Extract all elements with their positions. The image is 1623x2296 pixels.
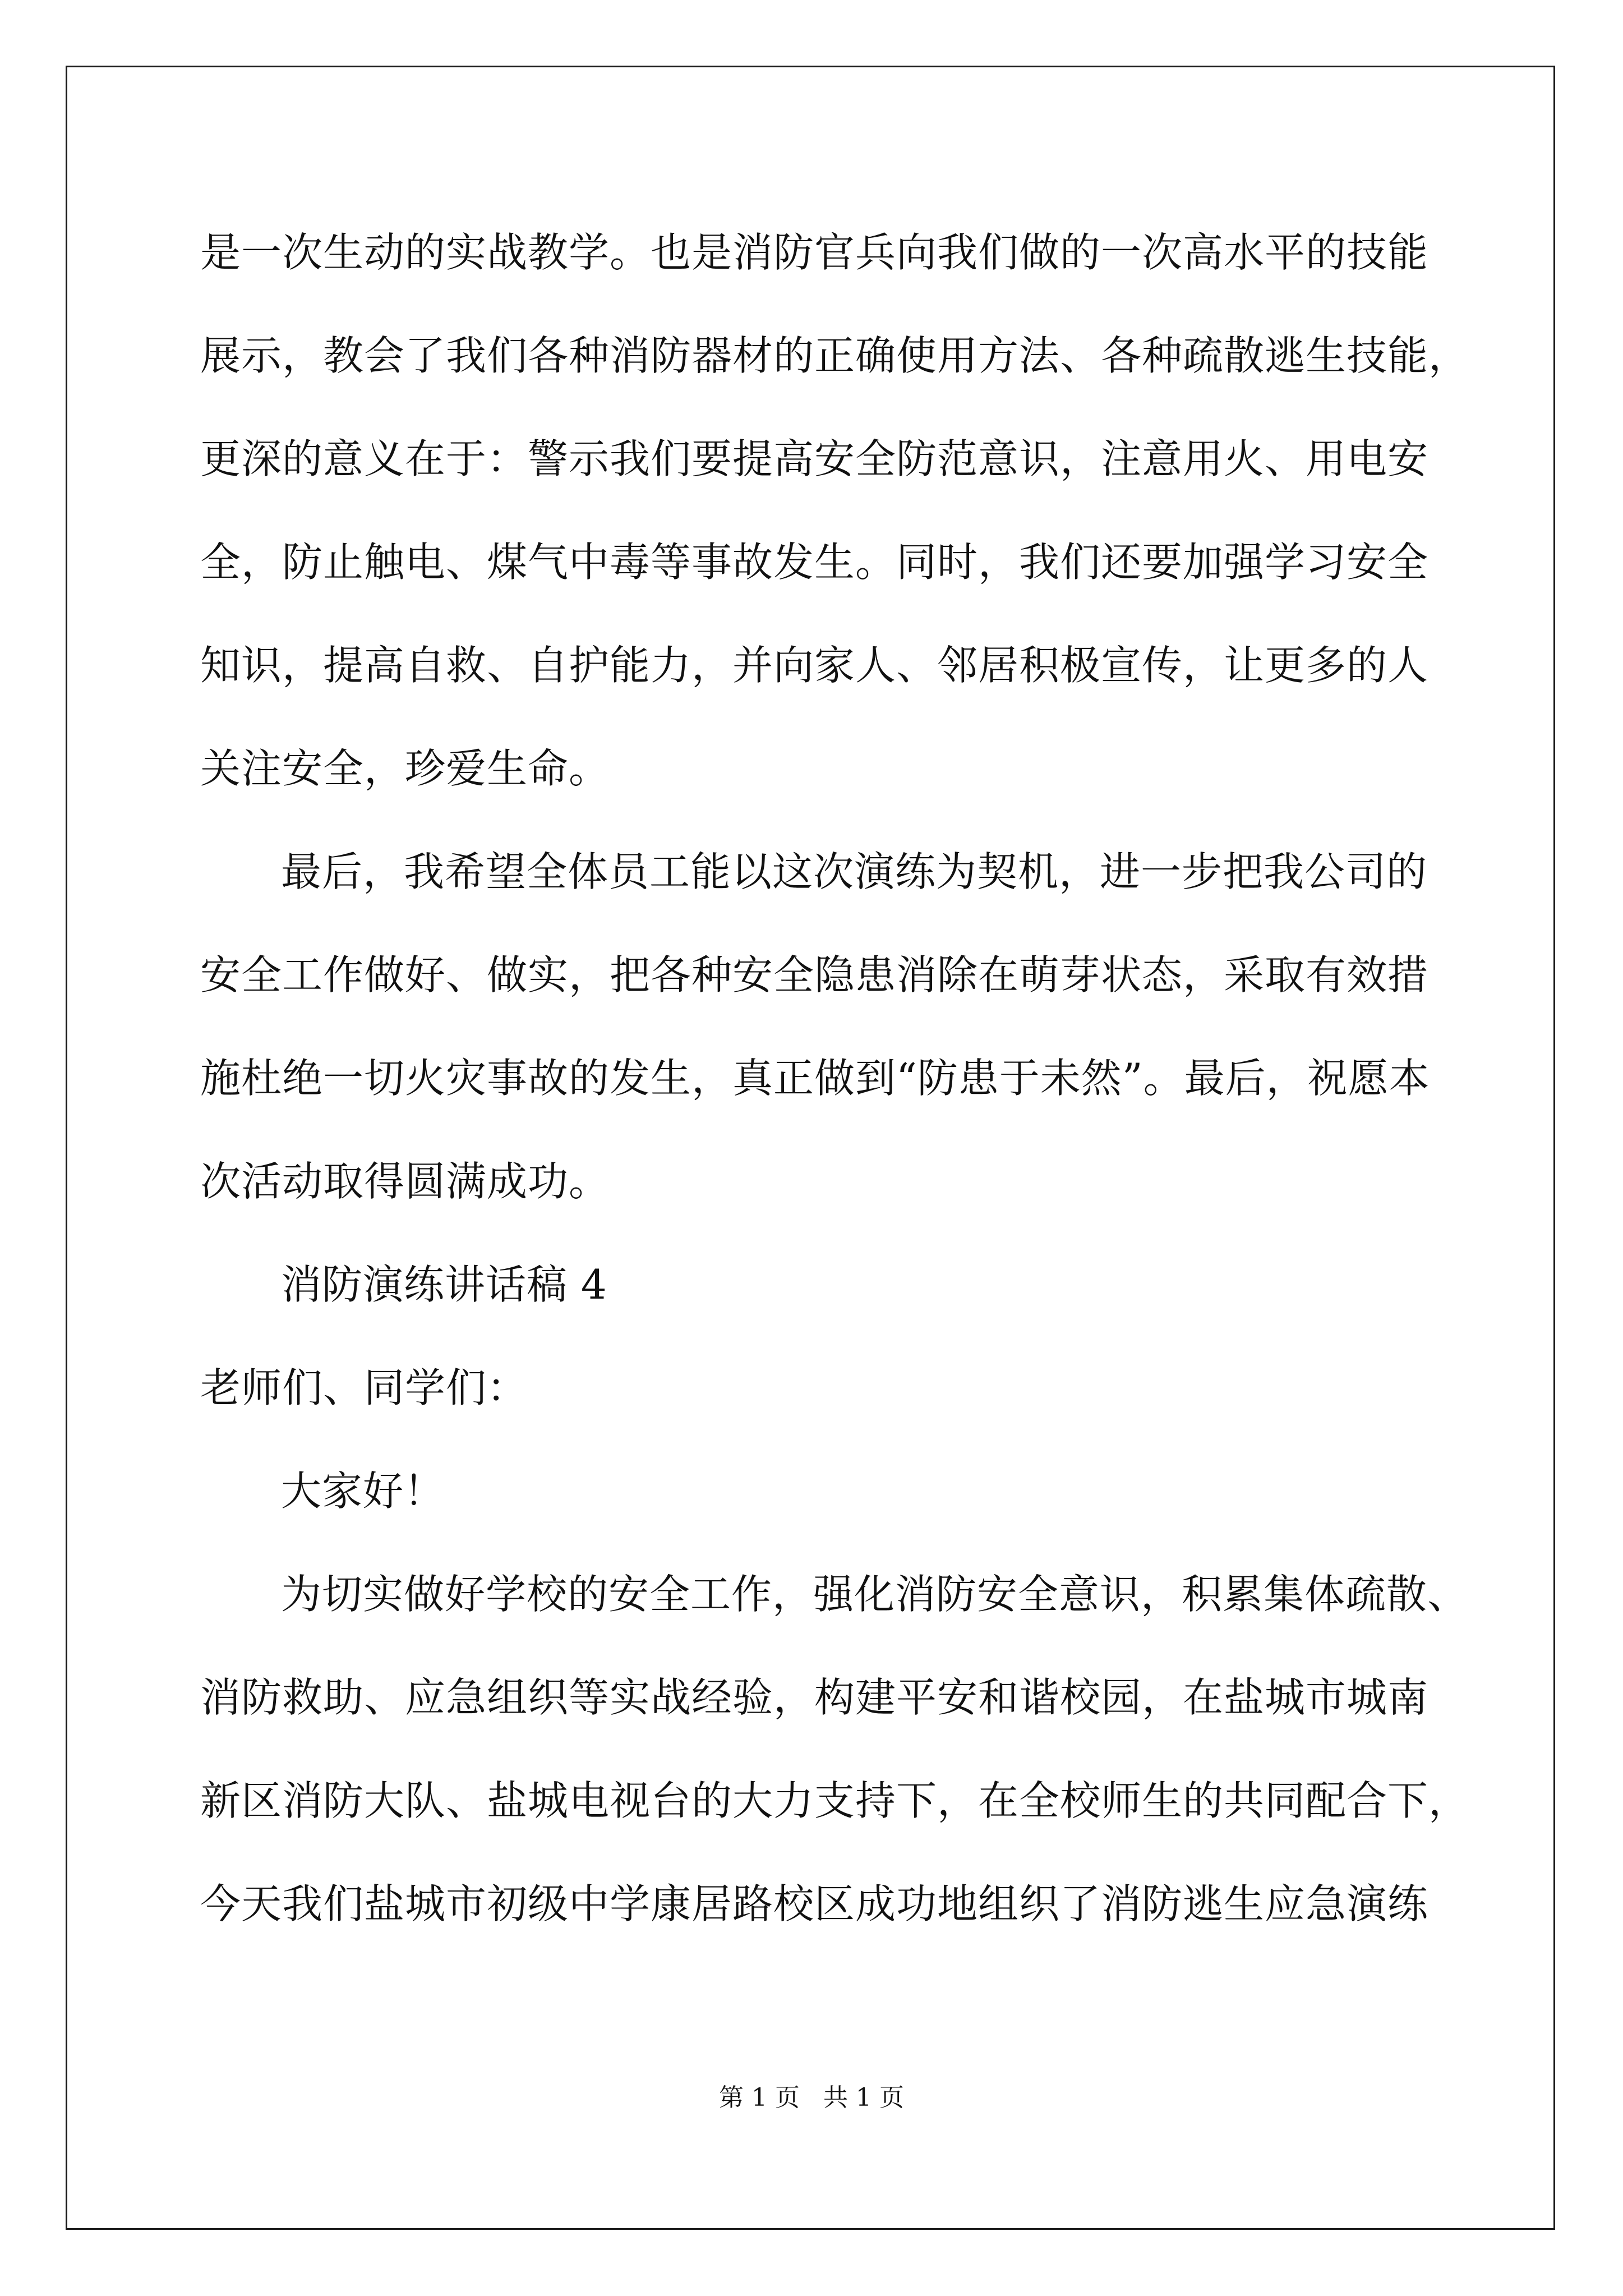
body-text-line: 最后，我希望全体员工能以这次演练为契机，进一步把我公司的: [281, 848, 1428, 895]
body-text-line: 关注安全，珍爱生命。: [200, 745, 610, 792]
body-text-line: 全，防止触电、煤气中毒等事故发生。同时，我们还要加强学习安全: [200, 539, 1429, 586]
body-text-line: 为切实做好学校的安全工作，强化消防安全意识，积累集体疏散、: [281, 1571, 1469, 1618]
salutation-text: 老师们、同学们：: [200, 1364, 528, 1411]
body-text-line: 是一次生动的实战教学。也是消防官兵向我们做的一次高水平的技能: [200, 229, 1429, 276]
body-text-line: 今天我们盐城市初级中学康居路校区成功地组织了消防逃生应急演练: [200, 1880, 1429, 1927]
body-text-line: 更深的意义在于：警示我们要提高安全防范意识，注意用火、用电安: [200, 435, 1429, 482]
section-heading: 消防演练讲话稿 4: [281, 1261, 607, 1308]
body-text-line: 新区消防大队、盐城电视台的大力支持下，在全校师生的共同配合下，: [200, 1777, 1470, 1824]
body-text-line: 施杜绝一切火灾事故的发生，真正做到“防患于未然”。最后，祝愿本: [200, 1055, 1430, 1102]
body-text-line: 次活动取得圆满成功。: [200, 1158, 610, 1205]
body-text-line: 知识，提高自救、自护能力，并向家人、邻居积极宣传，让更多的人: [200, 642, 1429, 689]
body-text-line: 消防救助、应急组织等实战经验，构建平安和谐校园，在盐城市城南: [200, 1674, 1429, 1721]
greeting-text: 大家好！: [281, 1467, 445, 1515]
body-text-line: 安全工作做好、做实，把各种安全隐患消除在萌芽状态，采取有效措: [200, 951, 1429, 999]
page-number-footer: 第 1 页 共 1 页: [719, 2083, 904, 2112]
body-text-line: 展示，教会了我们各种消防器材的正确使用方法、各种疏散逃生技能，: [200, 332, 1470, 379]
